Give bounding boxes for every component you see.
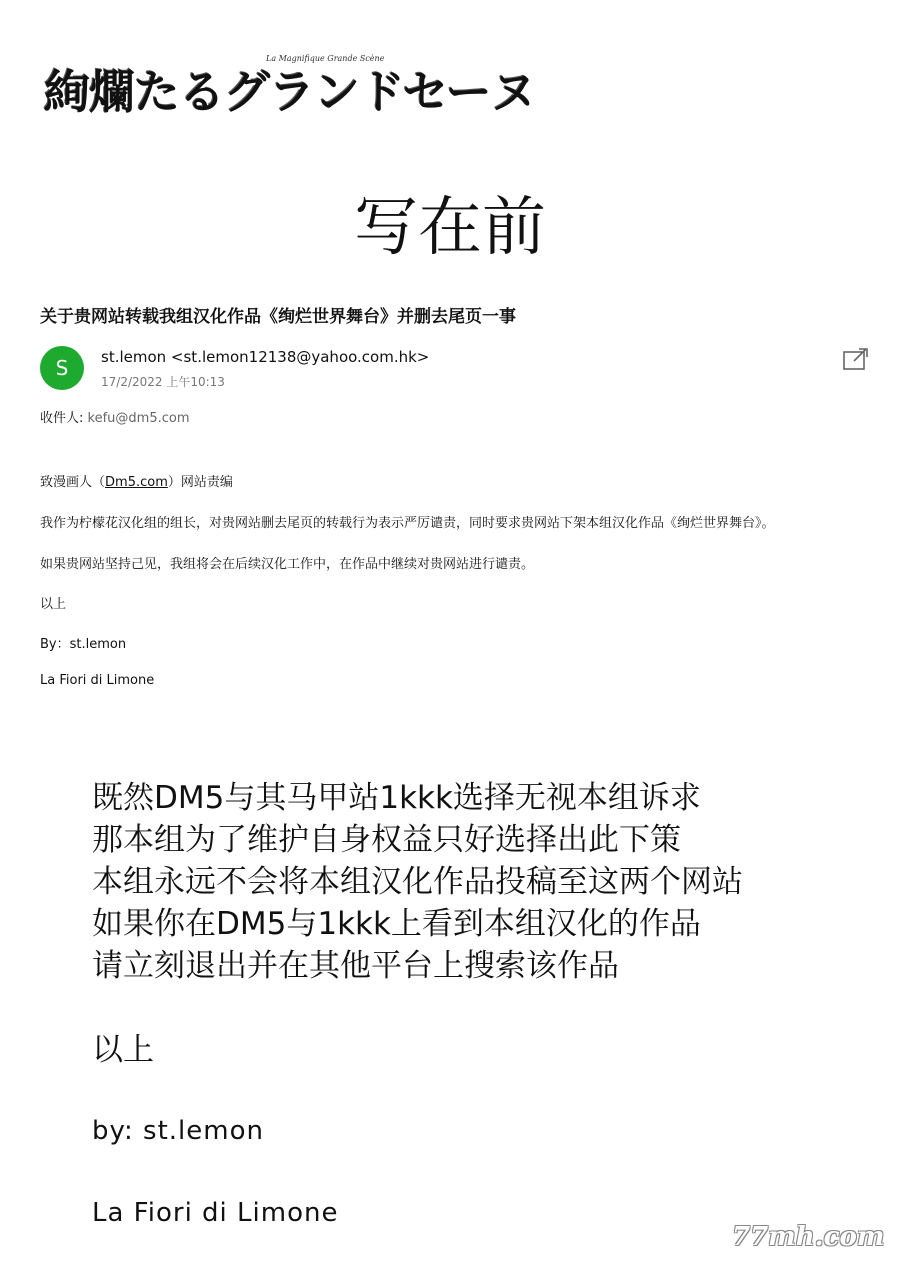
statement-line: 请立刻退出并在其他平台上搜索该作品 [92,948,619,984]
signature: by: st.lemon [92,1116,264,1146]
page-title: 写在前 [354,191,546,265]
recipient-line [40,407,190,426]
avatar[interactable]: S [40,346,84,390]
email-date: 17/2/2022 上午10:13 [101,375,225,389]
group-name: La Fiori di Limone [92,1198,339,1228]
statement-line: 如果你在DM5与1kkk上看到本组汉化的作品 [92,906,701,942]
manga-logo [44,52,536,130]
open-in-new-window-icon[interactable] [842,346,870,372]
logo-subtitle: La Magnifique Grande Scène [266,54,385,63]
recipient-address[interactable]: kefu@dm5.com [87,411,190,426]
statement-line: 既然DM5与其马甲站1kkk选择无视本组诉求 [92,780,701,816]
greeting-suffix: ）网站责编 [167,475,233,490]
statement-line: 本组永远不会将本组汉化作品投稿至这两个网站 [92,864,743,900]
email-body-line: 以上 [40,597,67,612]
email-subject: 关于贵网站转载我组汉化作品《绚烂世界舞台》并删去尾页一事 [40,307,516,327]
statement-line: 那本组为了维护自身权益只好选择出此下策 [92,822,681,858]
email-group-name: La Fiori di Limone [40,673,155,688]
greeting-prefix: 致漫画人（ [40,475,106,490]
closing: 以上 [92,1032,154,1068]
logo-title: 絢爛たるグランドセーヌ [44,65,536,119]
email-body-line: 如果贵网站坚持己见，我组将会在后续汉化工作中，在作品中继续对贵网站进行谴责。 [40,557,535,572]
recipient-label: 收件人: [40,411,84,426]
watermark: 77mh.com [732,1222,885,1252]
email-body-line: 我作为柠檬花汉化组的组长，对贵网站删去尾页的转载行为表示严厉谴责，同时要求贵网站下架本组汉化作品《绚烂世界舞台》。 [40,516,775,531]
email-signature: By：st.lemon [40,637,127,652]
greeting-link[interactable]: Dm5.com [105,475,168,490]
sender: st.lemon <st.lemon12138@yahoo.com.hk> [101,348,430,366]
email-greeting [40,471,233,490]
